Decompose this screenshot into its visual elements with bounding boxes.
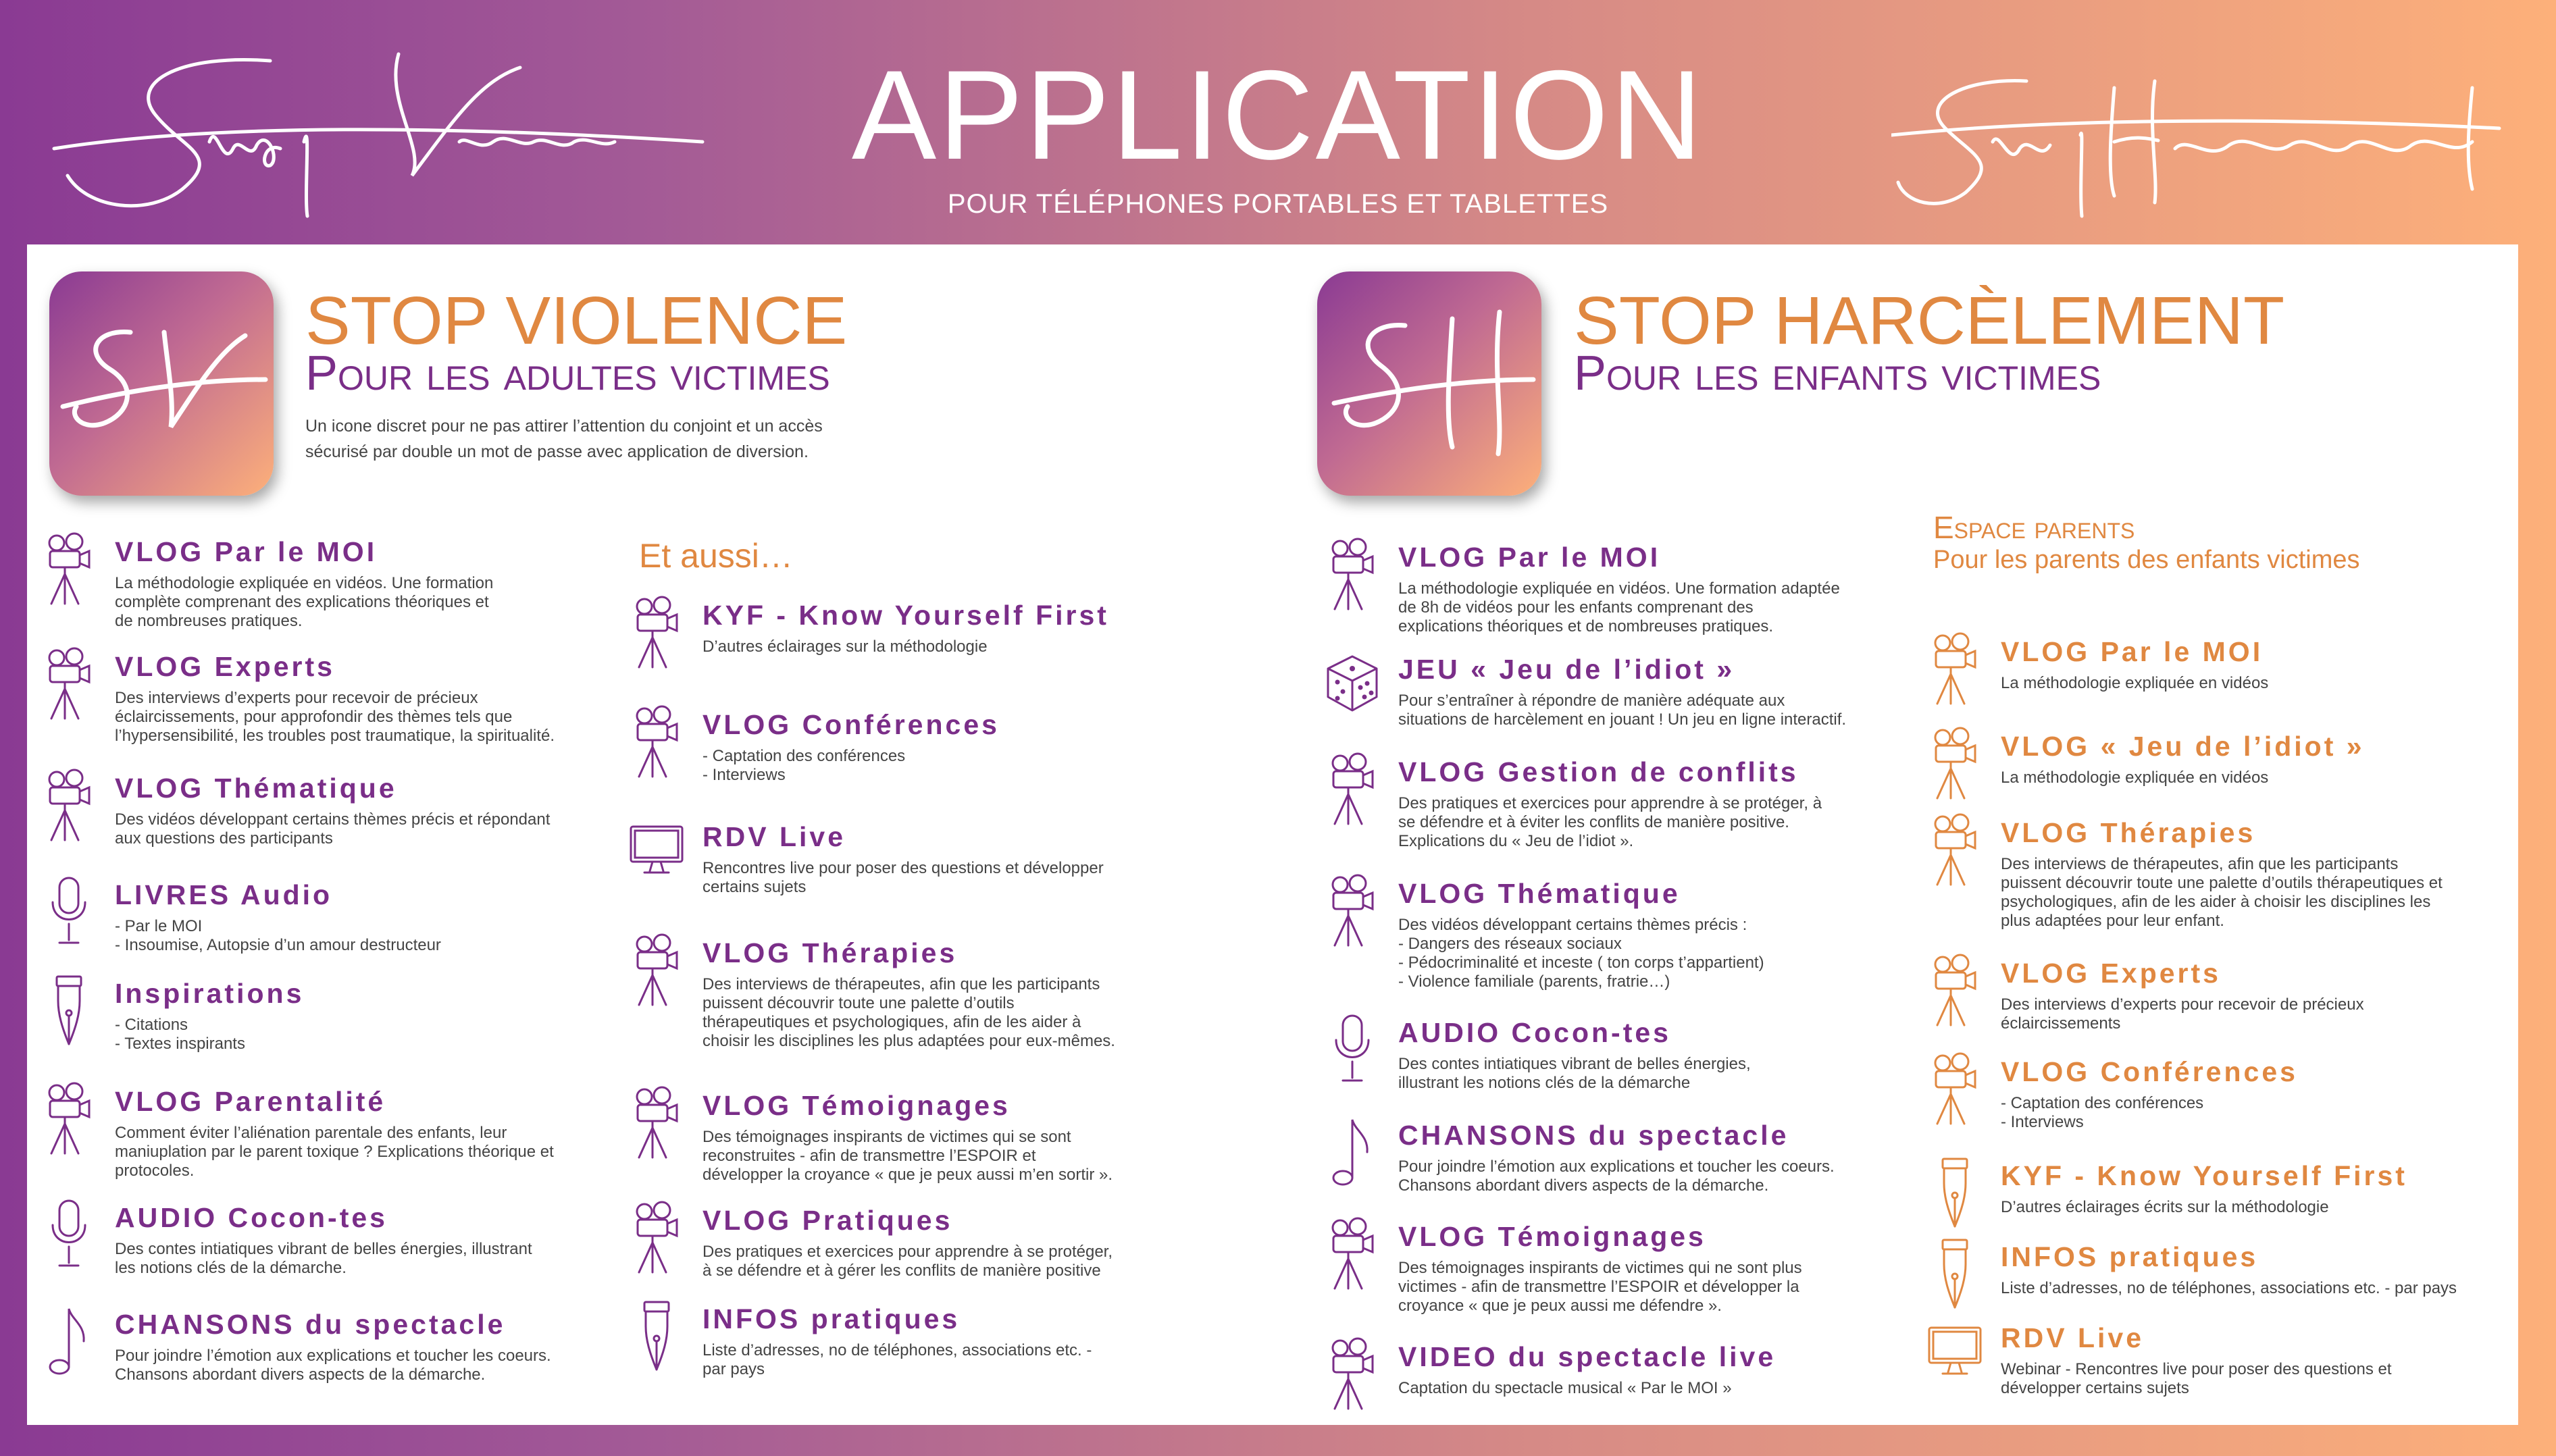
item-description-line: Des interviews d’experts pour recevoir de précieux (2001, 995, 2364, 1014)
violence-col1-item-audio-cocon-tes (115, 1201, 628, 1278)
harcelement-col1-item-jeu-jeu-de-l-idiot (1398, 652, 1912, 729)
item-description-line: Rencontres live pour poser des questions et développer (702, 859, 1104, 877)
item-description-line: Chansons abordant divers aspects de la démarche. (1398, 1176, 1769, 1195)
item-description (702, 859, 1216, 897)
camera-icon (42, 1082, 96, 1156)
item-description-line: se défendre et à éviter les conflits de manière positive. (1398, 813, 1789, 831)
harcelement-col2-item-vlog-therapies (2001, 816, 2514, 931)
harcelement-col2-item-vlog-jeu-de-l-idiot (2001, 729, 2514, 787)
item-description-line: les notions clés de la démarche. (115, 1259, 347, 1277)
item-description-line: Des pratiques et exercices pour apprendre à se protéger, à (1398, 794, 1822, 812)
item-description (115, 1124, 628, 1180)
microphone-icon (1325, 1013, 1379, 1087)
item-title: CHANSONS du spectacle (115, 1309, 506, 1340)
camera-icon (1325, 538, 1379, 612)
stop-harcelement-script-logo (1891, 61, 2513, 223)
item-description (702, 1128, 1216, 1185)
item-description (115, 1240, 628, 1278)
item-description (2001, 1198, 2514, 1217)
item-description (2001, 1094, 2514, 1132)
item-title: CHANSONS du spectacle (1398, 1120, 1789, 1151)
item-description-line: Des interviews d’experts pour recevoir de précieux (115, 689, 478, 707)
item-description (2001, 769, 2514, 787)
microphone-icon (42, 1198, 96, 1272)
item-description-line: - Interviews (702, 766, 786, 784)
item-description (1398, 1158, 1912, 1195)
violence-col1-item-vlog-thematique (115, 771, 628, 848)
item-description (115, 917, 628, 955)
item-title: VLOG Par le MOI (115, 536, 378, 567)
item-description-line: situations de harcèlement en jouant ! Un jeu en ligne interactif. (1398, 710, 1847, 729)
item-description-line: Des contes intiatiques vibrant de belles énergies, (1398, 1055, 1751, 1073)
item-description (2001, 1360, 2514, 1398)
camera-icon (1928, 954, 1982, 1028)
camera-icon (1928, 813, 1982, 887)
microphone-icon (42, 875, 96, 950)
violence-col2-item-vlog-conferences (702, 708, 1216, 785)
harcelement-col1-item-vlog-gestion-de-conflits (1398, 755, 1912, 851)
item-description-line: Des vidéos développant certains thèmes précis : (1398, 916, 1747, 934)
item-title: VLOG Thérapies (702, 937, 958, 968)
item-description-line: - Textes inspirants (115, 1035, 245, 1053)
harcelement-col1-item-video-du-spectacle-live (1398, 1340, 1912, 1398)
harcelement-col2-item-vlog-conferences (2001, 1055, 2514, 1132)
item-title: Inspirations (115, 978, 305, 1009)
harcelement-col2-item-vlog-experts (2001, 956, 2514, 1033)
item-title: KYF - Know Yourself First (2001, 1160, 2407, 1191)
harcelement-col1-item-chansons-du-spectacle (1398, 1118, 1912, 1195)
dice-icon (1325, 650, 1379, 724)
espace-parents-heading: Espace parents (1933, 510, 2135, 545)
item-description-line: de nombreuses pratiques. (115, 612, 303, 630)
camera-icon (42, 647, 96, 721)
violence-col1-item-livres-audio (115, 878, 628, 955)
harcelement-col1-item-audio-cocon-tes (1398, 1016, 1912, 1093)
item-description (115, 1347, 628, 1384)
item-description-line: éclaircissements, pour approfondir des thèmes tels que (115, 708, 513, 726)
item-title: AUDIO Cocon-tes (1398, 1017, 1671, 1048)
item-title: VLOG Pratiques (702, 1205, 953, 1236)
item-description-line: La méthodologie expliquée en vidéos. Une formation (115, 574, 494, 592)
item-description (1398, 1055, 1912, 1093)
stop-harcelement-title: STOP HARCÈLEMENT (1574, 283, 2285, 359)
item-title: VLOG Experts (115, 651, 335, 682)
violence-col1-item-chansons-du-spectacle (115, 1307, 628, 1384)
item-description-line: Des contes intiatiques vibrant de belles énergies, illustrant (115, 1240, 532, 1258)
item-description (115, 1016, 628, 1054)
item-description-line: thérapeutiques et psychologiques, afin de les aider à (702, 1013, 1081, 1031)
item-title: VLOG Gestion de conflits (1398, 756, 1799, 787)
item-description (2001, 995, 2514, 1033)
camera-icon (630, 705, 684, 779)
item-description (1398, 1259, 1912, 1316)
harcelement-col2-item-rdv-live (2001, 1321, 2514, 1398)
item-description (702, 975, 1216, 1051)
item-description-line: - Pédocriminalité et inceste ( ton corps t’appartient) (1398, 954, 1764, 972)
harcelement-col2-item-kyf-know-yourself-first (2001, 1159, 2514, 1217)
stop-violence-app-icon (49, 271, 274, 496)
item-description (702, 1341, 1216, 1379)
item-description-line: D’autres éclairages sur la méthodologie (702, 638, 988, 656)
harcelement-col2-item-infos-pratiques (2001, 1240, 2514, 1298)
music-note-icon (1325, 1116, 1379, 1190)
camera-icon (1928, 632, 1982, 706)
pen-nib-icon (630, 1299, 684, 1374)
item-description-line: à se défendre et à gérer les conflits de manière positive (702, 1262, 1101, 1280)
item-description-line: Des témoignages inspirants de victimes qui se sont (702, 1128, 1071, 1146)
stop-violence-description: Un icone discret pour ne pas attirer l’attention du conjoint et un accès sécurisé par double un mot de passe avec application de diversion. (305, 417, 823, 461)
violence-col2-item-vlog-therapies (702, 936, 1216, 1051)
pen-nib-icon (1928, 1156, 1982, 1230)
item-description-line: Des pratiques et exercices pour apprendre à se protéger, (702, 1243, 1113, 1261)
camera-icon (1928, 1052, 1982, 1126)
item-title: VLOG « Jeu de l’idiot » (2001, 731, 2365, 762)
item-description-line: développer la croyance « que je peux aussi m’en sortir ». (702, 1166, 1113, 1184)
item-description-line: - Interviews (2001, 1113, 2084, 1131)
espace-parents-subheading: Pour les parents des enfants victimes (1933, 546, 2360, 574)
page-subtitle: POUR TÉLÉPHONES PORTABLES ET TABLETTES (947, 189, 1609, 219)
item-description-line: illustrant les notions clés de la démarche (1398, 1074, 1691, 1092)
item-description-line: Explications du « Jeu de l’idiot ». (1398, 832, 1634, 850)
item-title: VLOG Conférences (2001, 1056, 2298, 1087)
camera-icon (630, 933, 684, 1008)
item-description-line: - Par le MOI (115, 917, 203, 935)
item-description-line: psychologiques, afin de les aider à choisir les disciplines les (2001, 893, 2431, 911)
violence-col2-item-vlog-temoignages (702, 1089, 1216, 1185)
item-description (1398, 579, 1912, 636)
item-description-line: plus adaptées pour leur enfant. (2001, 912, 2224, 930)
camera-icon (1325, 874, 1379, 948)
item-description-line: éclaircissements (2001, 1014, 2121, 1033)
camera-icon (630, 1201, 684, 1275)
violence-col1-item-vlog-par-le-moi (115, 535, 628, 631)
item-description-line: Des interviews de thérapeutes, afin que les participants (702, 975, 1100, 993)
sv-monogram-icon (49, 271, 274, 496)
item-description (115, 689, 628, 746)
stop-harcelement-app-icon (1317, 271, 1541, 496)
item-description-line: Des témoignages inspirants de victimes qui ne sont plus (1398, 1259, 1802, 1277)
item-description-line: reconstruites - afin de transmettre l’ESPOIR et (702, 1147, 1036, 1165)
violence-col1-item-vlog-parentalite (115, 1085, 628, 1180)
stop-violence-script-logo (47, 41, 716, 223)
item-description (2001, 1279, 2514, 1298)
item-description (2001, 855, 2514, 931)
item-description-line: Des vidéos développant certains thèmes précis et répondant (115, 810, 551, 829)
item-description-line: - Insoumise, Autopsie d’un amour destructeur (115, 936, 441, 954)
item-description-line: Webinar - Rencontres live pour poser des questions et (2001, 1360, 2392, 1378)
violence-col1-item-inspirations (115, 977, 628, 1054)
item-description-line: aux questions des participants (115, 829, 333, 848)
item-title: VLOG Parentalité (115, 1086, 386, 1117)
item-description (1398, 1379, 1912, 1398)
item-description-line: de 8h de vidéos pour les enfants comprenant des (1398, 598, 1754, 617)
item-title: INFOS pratiques (702, 1303, 961, 1334)
camera-icon (1325, 1337, 1379, 1411)
stop-violence-title: STOP VIOLENCE (305, 283, 848, 359)
violence-col2-item-infos-pratiques (702, 1302, 1216, 1379)
harcelement-col1-item-vlog-thematique (1398, 877, 1912, 991)
item-title: KYF - Know Yourself First (702, 600, 1109, 631)
item-title: RDV Live (702, 821, 846, 852)
item-description-line: croyance « que je peux aussi me défendre ». (1398, 1297, 1722, 1315)
item-description (2001, 674, 2514, 693)
item-description-line: développer certains sujets (2001, 1379, 2189, 1397)
camera-icon (42, 769, 96, 843)
item-title: VLOG Thématique (115, 773, 397, 804)
camera-icon (630, 596, 684, 670)
violence-col2-item-rdv-live (702, 820, 1216, 897)
item-description-line: - Dangers des réseaux sociaux (1398, 935, 1622, 953)
pen-nib-icon (42, 974, 96, 1048)
violence-col1-item-vlog-experts (115, 650, 628, 746)
item-description (115, 574, 628, 631)
item-title: VIDEO du spectacle live (1398, 1341, 1777, 1372)
violence-col2-item-vlog-pratiques (702, 1203, 1216, 1280)
item-description (702, 638, 1216, 656)
stop-harcelement-subtitle: Pour les enfants victimes (1574, 346, 2101, 400)
item-description-line: l’hypersensibilité, les troubles post traumatique, la spiritualité. (115, 727, 555, 745)
violence-col2-item-kyf-know-yourself-first (702, 598, 1216, 656)
sh-monogram-icon (1317, 271, 1541, 496)
item-description-line: explications théoriques et de nombreuses pratiques. (1398, 617, 1773, 635)
item-description (1398, 692, 1912, 729)
item-description-line: Liste d’adresses, no de téléphones, associations etc. - par pays (2001, 1279, 2457, 1297)
item-description-line: Des interviews de thérapeutes, afin que les participants (2001, 855, 2399, 873)
item-description-line: - Captation des conférences (2001, 1094, 2204, 1112)
item-description-line: maniuplation par le parent toxique ? Explications théorique et (115, 1143, 554, 1161)
item-description-line: - Captation des conférences (702, 747, 906, 765)
item-description-line: La méthodologie expliquée en vidéos. Une formation adaptée (1398, 579, 1840, 598)
camera-icon (42, 532, 96, 606)
item-title: RDV Live (2001, 1322, 2144, 1353)
music-note-icon (42, 1305, 96, 1379)
item-description-line: puissent découvrir toute une palette d’outils (702, 994, 1015, 1012)
item-description-line: Liste d’adresses, no de téléphones, associations etc. - (702, 1341, 1092, 1359)
item-description-line: Pour joindre l’émotion aux explications et toucher les coeurs. (1398, 1158, 1835, 1176)
content-panel (27, 244, 2518, 1425)
harcelement-col1-item-vlog-temoignages (1398, 1220, 1912, 1316)
item-description-line: puissent découvrir toute une palette d’outils thérapeutiques et (2001, 874, 2443, 892)
item-description-line: victimes - afin de transmettre l’ESPOIR et développer la (1398, 1278, 1799, 1296)
item-title: INFOS pratiques (2001, 1241, 2259, 1272)
item-description-line: Comment éviter l’aliénation parentale des enfants, leur (115, 1124, 507, 1142)
page-title: APPLICATION (851, 44, 1705, 186)
item-title: JEU « Jeu de l’idiot » (1398, 654, 1735, 685)
item-description-line: Captation du spectacle musical « Par le MOI » (1398, 1379, 1732, 1397)
item-description-line: La méthodologie expliquée en vidéos (2001, 674, 2269, 692)
item-description-line: D’autres éclairages écrits sur la méthodologie (2001, 1198, 2329, 1216)
monitor-icon (1928, 1318, 1982, 1393)
item-description-line: Pour joindre l’émotion aux explications et toucher les coeurs. (115, 1347, 551, 1365)
item-description-line: certains sujets (702, 878, 807, 896)
camera-icon (1928, 727, 1982, 801)
item-title: VLOG Conférences (702, 709, 1000, 740)
item-description-line: La méthodologie expliquée en vidéos (2001, 769, 2269, 787)
et-aussi-heading: Et aussi… (639, 537, 793, 575)
item-description-line: complète comprenant des explications théoriques et (115, 593, 489, 611)
item-description-line: protocoles. (115, 1162, 195, 1180)
item-title: LIVRES Audio (115, 879, 333, 910)
item-title: VLOG Thématique (1398, 878, 1681, 909)
item-description-line: Chansons abordant divers aspects de la démarche. (115, 1366, 486, 1384)
stop-violence-subtitle: Pour les adultes victimes (305, 346, 830, 400)
item-title: VLOG Témoignages (1398, 1221, 1706, 1252)
item-description-line: par pays (702, 1360, 765, 1378)
camera-icon (1325, 752, 1379, 827)
item-title: VLOG Par le MOI (1398, 542, 1661, 573)
camera-icon (630, 1086, 684, 1160)
item-title: VLOG Thérapies (2001, 817, 2256, 848)
pen-nib-icon (1928, 1237, 1982, 1311)
item-description (1398, 794, 1912, 851)
item-title: VLOG Experts (2001, 958, 2221, 989)
monitor-icon (630, 817, 684, 891)
item-description (115, 810, 628, 848)
item-title: VLOG Par le MOI (2001, 636, 2264, 667)
item-description-line: choisir les disciplines les plus adaptées pour eux-mêmes. (702, 1032, 1115, 1050)
item-description (1398, 916, 1912, 991)
item-description-line: - Violence familiale (parents, fratrie…) (1398, 972, 1670, 991)
item-description-line: Pour s’entraîner à répondre de manière adéquate aux (1398, 692, 1785, 710)
item-description (702, 1243, 1216, 1280)
harcelement-col1-item-vlog-par-le-moi (1398, 540, 1912, 636)
item-description-line: - Citations (115, 1016, 188, 1034)
camera-icon (1325, 1217, 1379, 1291)
item-description (702, 747, 1216, 785)
item-title: AUDIO Cocon-tes (115, 1202, 388, 1233)
harcelement-col2-item-vlog-par-le-moi (2001, 635, 2514, 693)
item-title: VLOG Témoignages (702, 1090, 1011, 1121)
